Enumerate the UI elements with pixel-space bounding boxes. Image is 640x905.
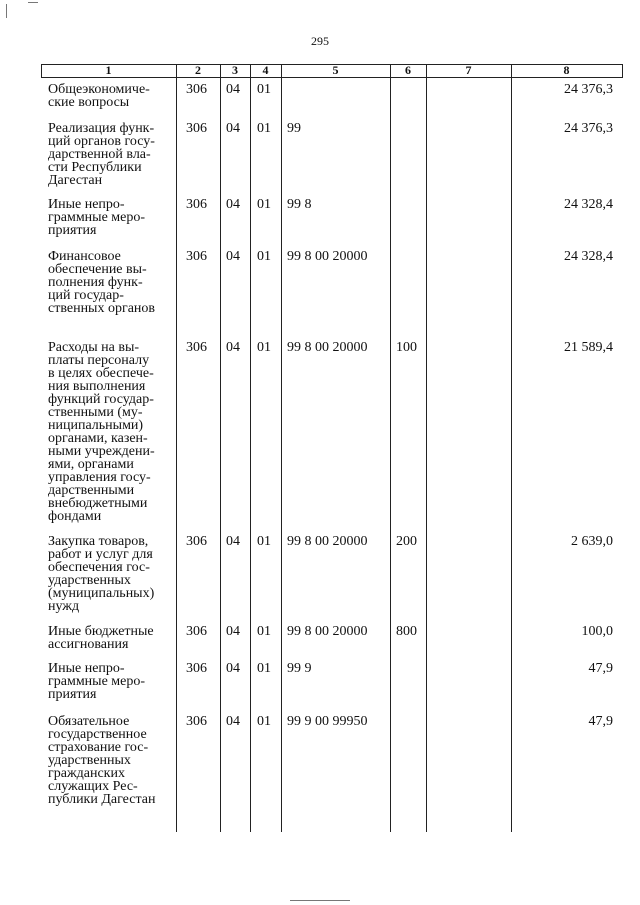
column-header: 1 — [105, 63, 112, 77]
row-cell-c2: 306 — [186, 534, 207, 549]
row-name: Иные непро- граммные меро- приятия — [48, 661, 146, 702]
row-cell-c2: 306 — [186, 249, 207, 264]
column-header: 2 — [195, 63, 201, 77]
column-divider — [281, 64, 282, 832]
row-amount: 24 376,3 — [564, 82, 613, 97]
row-cell-c2: 306 — [186, 661, 207, 676]
row-cell-c4: 01 — [257, 340, 271, 355]
row-name: Реализация функ- ций органов госу- дарственной вла- сти Республики Дагестан — [48, 121, 155, 188]
row-cell-c3: 04 — [226, 661, 240, 676]
row-cell-c6: 200 — [396, 534, 417, 549]
row-cell-c3: 04 — [226, 197, 240, 212]
row-cell-c3: 04 — [226, 714, 240, 729]
row-cell-c3: 04 — [226, 82, 240, 97]
row-cell-c2: 306 — [186, 121, 207, 136]
row-name: Финансовое обеспечение вы- полнения функ- ций государ- ственных органов — [48, 249, 156, 316]
row-cell-c6: 100 — [396, 340, 417, 355]
row-amount: 47,9 — [588, 661, 613, 676]
row-cell-c3: 04 — [226, 340, 240, 355]
column-header: 6 — [405, 63, 411, 77]
column-header: 4 — [262, 63, 269, 77]
row-cell-c2: 306 — [186, 714, 207, 729]
column-divider — [426, 64, 427, 832]
row-cell-c3: 04 — [226, 249, 240, 264]
row-cell-c5: 99 8 00 20000 — [287, 340, 368, 355]
row-cell-c5: 99 8 00 20000 — [287, 249, 368, 264]
scan-mark-left — [6, 4, 7, 18]
row-cell-c3: 04 — [226, 121, 240, 136]
column-divider — [220, 64, 221, 832]
row-amount: 24 328,4 — [564, 197, 613, 212]
column-divider — [176, 64, 177, 832]
row-cell-c5: 99 9 00 99950 — [287, 714, 368, 729]
row-amount: 100,0 — [581, 624, 613, 639]
row-name: Иные бюджетные ассигнования — [48, 624, 154, 652]
row-name: Обязательное государственное страхование гос- ударственных гражданских служащих Рес- публики Дагестан — [48, 714, 156, 807]
row-cell-c4: 01 — [257, 249, 271, 264]
row-cell-c2: 306 — [186, 82, 207, 97]
column-header: 3 — [232, 63, 238, 77]
row-cell-c2: 306 — [186, 197, 207, 212]
column-divider — [390, 64, 391, 832]
row-name: Иные непро- граммные меро- приятия — [48, 197, 146, 238]
column-header: 5 — [332, 63, 339, 77]
row-cell-c4: 01 — [257, 534, 271, 549]
row-amount: 47,9 — [588, 714, 613, 729]
row-cell-c4: 01 — [257, 624, 271, 639]
row-name: Общеэкономиче- ские вопросы — [48, 82, 150, 110]
page-number: 295 — [311, 34, 329, 48]
column-header: 7 — [465, 63, 472, 77]
row-cell-c5: 99 8 00 20000 — [287, 624, 368, 639]
row-amount: 2 639,0 — [571, 534, 613, 549]
row-amount: 24 376,3 — [564, 121, 613, 136]
row-cell-c5: 99 8 — [287, 197, 312, 212]
row-cell-c5: 99 9 — [287, 661, 312, 676]
row-name: Расходы на вы- платы персоналу в целях обеспече- ния выполнения функций государ- ственными (му- ниципальными) органами, казен- ными учреждени- ями, органами управления госу- дарственными внебюджетными фондами — [48, 340, 155, 524]
row-cell-c3: 04 — [226, 624, 240, 639]
row-cell-c5: 99 — [287, 121, 301, 136]
column-header: 8 — [563, 63, 570, 77]
row-cell-c5: 99 8 00 20000 — [287, 534, 368, 549]
scan-mark-top — [28, 2, 38, 3]
row-cell-c2: 306 — [186, 624, 207, 639]
row-cell-c3: 04 — [226, 534, 240, 549]
row-cell-c2: 306 — [186, 340, 207, 355]
column-divider — [250, 64, 251, 832]
row-cell-c6: 800 — [396, 624, 417, 639]
scan-mark-bottom — [290, 900, 350, 901]
row-name: Закупка товаров, работ и услуг для обеспечения гос- ударственных (муниципальных) нужд — [48, 534, 155, 614]
row-cell-c4: 01 — [257, 197, 271, 212]
row-cell-c4: 01 — [257, 82, 271, 97]
row-amount: 24 328,4 — [564, 249, 613, 264]
column-divider — [622, 64, 623, 78]
row-cell-c4: 01 — [257, 121, 271, 136]
row-amount: 21 589,4 — [564, 340, 613, 355]
row-cell-c4: 01 — [257, 714, 271, 729]
row-cell-c4: 01 — [257, 661, 271, 676]
header-rule — [41, 77, 622, 78]
